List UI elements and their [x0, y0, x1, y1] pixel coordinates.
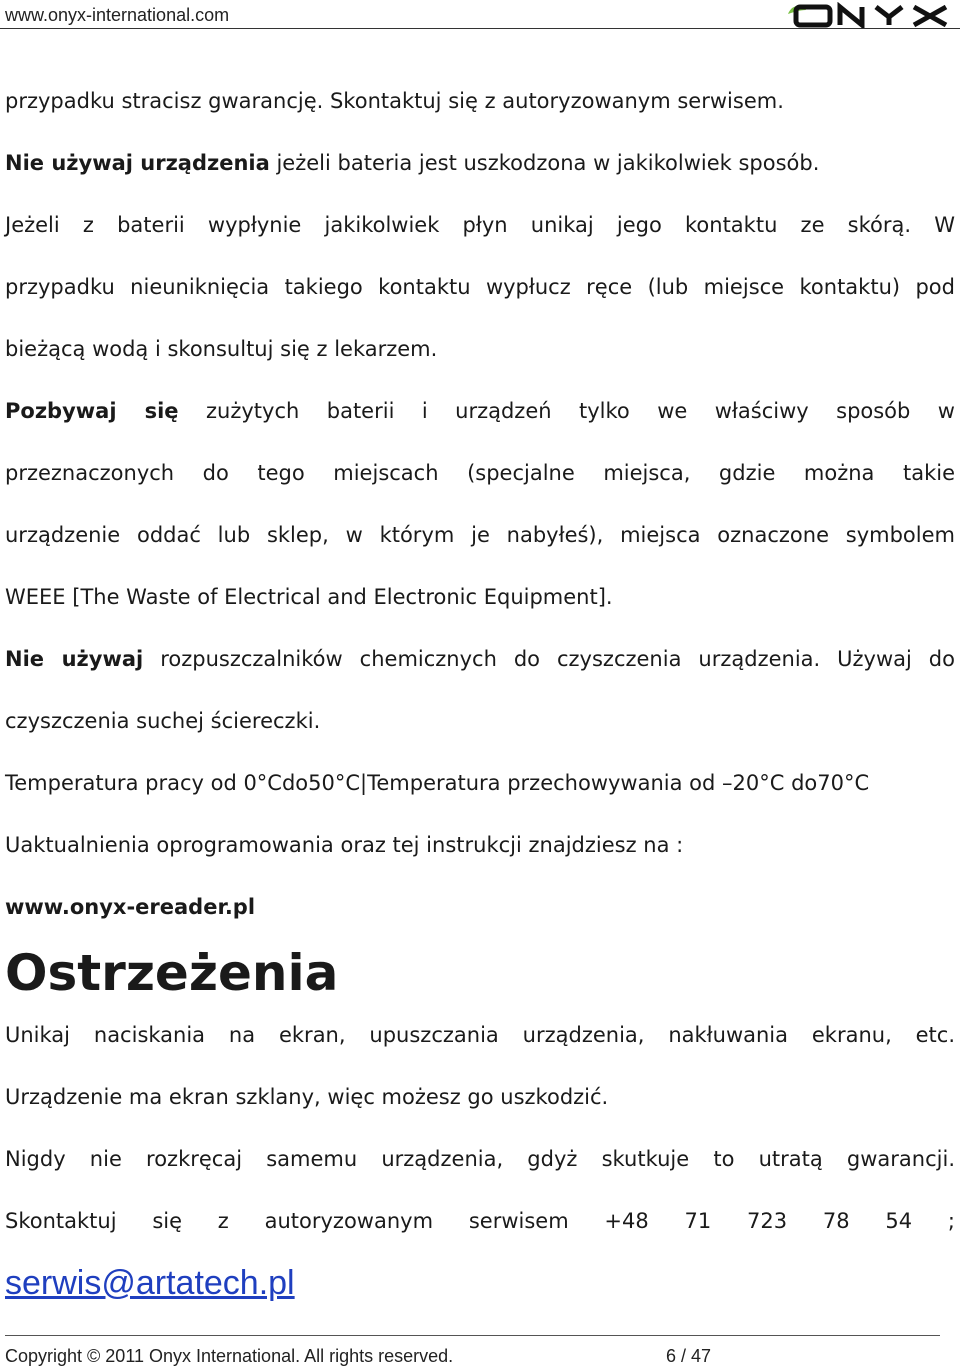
copyright-text: Copyright © 2011 Onyx International. All rights reserved.: [5, 1346, 454, 1366]
warning-item-4: Skontaktuj się z autoryzowanym serwisem +48 71 723 78 54 ;: [5, 1209, 955, 1233]
paragraph-disposal-line-4: WEEE [The Waste of Electrical and Electronic Equipment].: [5, 585, 613, 609]
paragraph-damaged-battery: [5, 132, 955, 194]
page-footer: [5, 1346, 955, 1367]
paragraph-updates: Uaktualnienia oprogramowania oraz tej instrukcji znajdziesz na :: [5, 833, 684, 857]
service-email-link[interactable]: serwis@artatech.pl: [5, 1264, 295, 1302]
paragraph-cleaning-line-1: [5, 628, 955, 690]
paragraph-text: rozpuszczalników chemicznych do czyszczenia urządzenia. Używaj do: [143, 647, 955, 671]
website-link[interactable]: www.onyx-ereader.pl: [5, 895, 256, 919]
header-divider: [0, 28, 960, 29]
warning-item-1: Unikaj naciskania na ekran, upuszczania urządzenia, nakłuwania ekranu, etc.: [5, 1023, 955, 1047]
paragraph-disposal-line-2: przeznaczonych do tego miejscach (specjalne miejsca, gdzie można takie: [5, 461, 955, 485]
paragraph-disposal-line-1: [5, 380, 955, 442]
header-url[interactable]: www.onyx-international.com: [5, 5, 230, 25]
paragraph-leak-line-2: przypadku nieuniknięcia takiego kontaktu wypłucz ręce (lub miejsce kontaktu) pod: [5, 275, 955, 299]
paragraph-text: jeżeli bateria jest uszkodzona w jakikolwiek sposób.: [269, 151, 820, 175]
bold-lead: Nie używaj: [5, 647, 144, 671]
paragraph-leak-line-3: bieżącą wodą i skonsultuj się z lekarzem.: [5, 337, 438, 361]
paragraph-disposal-line-3: urządzenie oddać lub sklep, w którym je nabyłeś), miejsca oznaczone symbolem: [5, 523, 955, 547]
page-header: [0, 0, 960, 30]
warning-item-2: Urządzenie ma ekran szklany, więc możesz go uszkodzić.: [5, 1085, 609, 1109]
warnings-heading: Ostrzeżenia: [5, 944, 339, 1002]
warning-item-3: Nigdy nie rozkręcaj samemu urządzenia, gdyż skutkuje to utratą gwarancji.: [5, 1147, 955, 1171]
page-content: [5, 70, 955, 1314]
footer-divider: [5, 1335, 940, 1336]
page-number: 6 / 47: [666, 1346, 712, 1366]
onyx-logo: [786, 2, 956, 28]
paragraph-text: zużytych baterii i urządzeń tylko we właściwy sposób w: [178, 399, 955, 423]
bold-lead: Pozbywaj się: [5, 399, 179, 423]
paragraph-warranty: przypadku stracisz gwarancję. Skontaktuj się z autoryzowanym serwisem.: [5, 89, 784, 113]
bold-lead: Nie używaj urządzenia: [5, 151, 270, 175]
paragraph-temperature: Temperatura pracy od 0°Cdo50°C|Temperatura przechowywania od –20°C do70°C: [5, 771, 870, 795]
paragraph-leak-line-1: Jeżeli z baterii wypłynie jakikolwiek płyn unikaj jego kontaktu ze skórą. W: [5, 213, 955, 237]
paragraph-cleaning-line-2: czyszczenia suchej ściereczki.: [5, 709, 321, 733]
